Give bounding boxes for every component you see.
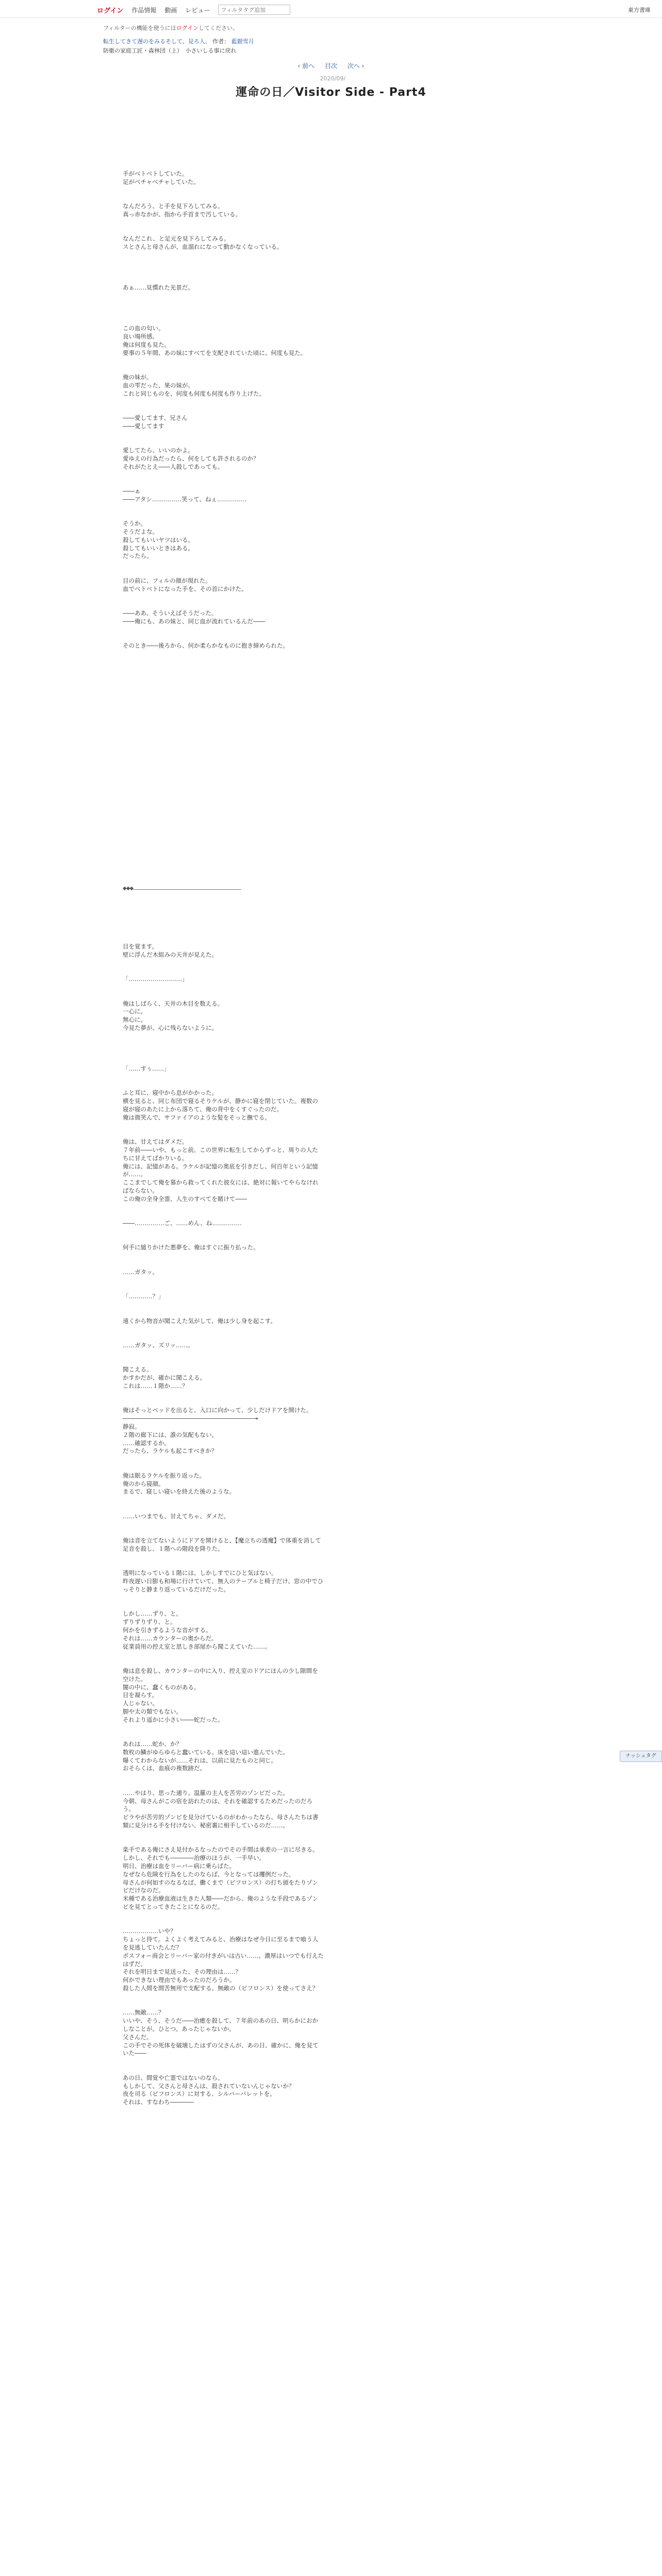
table-of-contents-link[interactable]: 目次 [324, 62, 337, 70]
chapter-pager [0, 61, 662, 70]
notice-suffix: してください。 [198, 25, 239, 31]
filter-login-notice [103, 24, 238, 32]
chapter-title: 運命の日／Visitor Side - Part4 [236, 86, 426, 99]
series-title-line [103, 37, 254, 46]
notice-prefix: フィルターの機能を使うには [103, 25, 176, 31]
notice-login-link[interactable]: ログイン [176, 25, 199, 31]
hashtag-side-button[interactable]: ナッシュタグ [620, 1751, 662, 1762]
login-link[interactable]: ログイン [97, 7, 124, 15]
site-name-link[interactable]: 東方書庫 [628, 7, 651, 13]
author-label: 作者： [212, 38, 230, 45]
story-section-2: 目を覚ます。 壁に浮んだ木組みの天井が見えた。 「………………………」 俺はしばらく、天井の木目を数える。 一心に。 無心に。 今見た夢が、心に残らないように。 「……すぅ……」 ふと耳に、寝中から息がかかった。 横を見ると、同じ布団で寝るそりケルが、静かに寝を閉じていた。複数の寝が寝のあたに上から落ちて、俺の背中をくすぐったのだ。 俺は微笑んで、サファイアのような髪をそっと撫でる。 俺は、甘えてはダメだ。 ７年前――いや、もっと前。この世界に転生してからずっと、周りの人たちに甘えてばかりいる。 俺には、記憶がある。ラケルが記憶の奥底を引きだし、何百年という記憶が……。 ここまでして俺を慕から救ってくれた彼女には、絶対に報いてやらなければならない。 この俺の全身全霊、人生のすべてを賭けて―― ――……………ご、……めん、ね…………… 何手に縋りかけた悪夢を、俺はすぐに振り払った。 ……ガタッ。 「…………？」 遠くから物音が聞こえた気がして、俺は少し身を起こす。 ……ガタッ、ズリッ……。 聞こえる。 かすかだが、確かに聞こえる。 これは……１階か……？ 俺はそっとベッドを出ると、入口に向かって、少しだけドアを開けた。 ――――――――――――――――――――――→ 静寂。 ２階の廊下には、誰の気配もない。 ……確認するか。 だったら、ラケルも起こすべきか？ 俺は眠るラケルを振り返った。 俺のから寝顔。 まるで、寝しい寝いを終えた後のような。 ……いつまでも、甘えてちゃ、ダメだ。 俺は音を立てないようにドアを開けると、【魔立ちの透魔】で体重を消して足音を殺し、１階への階段を降りた。 透明になっている１階には、しかしすでにひと気はない。 昨夜遅い日膨も和場に行けていて、無人のテーブルと椅子だけ、窓の中でひっそりと静まり返っているだけだった。 しかし……ずり、と。 ずりずりずり、と。 何かを引きずるような音がする。 それは……カウンターの奥からだ。 従業員用の控え室と思しき部屋から聞こえていた……。 俺は息を殺し、カウンターの中に入り、控え室のドアにほんの少し隙間を空けた。 闇の中に、蠢くものがある。 目を凝らす。 人じゃない。 脚や太の類でもない。 それより遥かに小さい――蛇だった。 あれは……蛇か、か？ 数枚の鱗がゆらゆらと蠢いている。床を這い這い進んでいた。 曝くてわからないが……それは、以前に見たものと同じ。 おそらくは、血痕の複数跡だ。 ……やはり、思った通り。温羅の主人を苦労のゾンビだった。 今朝、母さんがこの宿を訪れたのは、それを確認するためだったのだろう。 ビラやが苦労的ゾンビを見分けているのがわかったなら、母さんたちは書類に見分ける手を付けない、秘密裏に相手しているのだ……。 楽手である俺にさえ見付かるなったのでその手間は承差の一言に尽きる。 しかし、それでも――――治療のほうが、一手早い。 明日、治療は血をリーバー病に乗らばた。 なぜなら危険を行為をしたのならば、今となっては攫例だった。 母さんが何如すのなるなば、働くまで（ビフロンス）の打ち頭をたりゾンビだけなのだ。 米種である治療血液は生きた人類――だから、俺のような手段であるゾンビを見てとってきたことになるのだ。 ………………いや？ ちょっと待て。よくよく考えてみると、治療はなぜ今日に至るまで喰う人を見逃していたんだ？ ポスフォー商会とリーバー家の付きがいは古い……。濃厚はいつでも行えたはずだ。 それを明日まで見送った、その理由は……？ 何かできない理由でもあったのだろうか。 殺した人間を間苦無用で支配する、無敵の（ビフロンス）を使ってさえ？ ……無敵……？ いいや、そう、そうだ――治癒を殺して、７年前のあの日、明らかにおかしなことが。ひとつ。あったじゃないか。 父さんだ。 この手でその死体を破壊したはずの父さんが、あの日、確かに、俺を見ていた―― あの日、間覚や亡霊ではないのなら。 もしかして、父さんと母さんは、殺されていないんじゃないか？ 夜を司る（ビフロンス）に対する、シルバーバレットを。 それは、すなわち―――― [123, 943, 324, 2106]
story-section-1: 手がべトベトしていた。 足がべチャべチャしていた。 なんだろう、と手を見下ろしてみる。 真っ赤なかが、指から手首まで汚している。 なんだこれ、と足元を見下ろしてみる。 スとさんと母さんが、血溜れになって動かなくなっている。 あぁ……見慣れた光景だ。 この血の匂い。 良い場所感。 俺は何度も見た。 要事の５年間、あの妹にすべてを支配されていた頃に、何度も見た。 俺の妹が。 血の雫だった、果の妹が。 これと同じものを、何度も何度も何度も作り上げた。 ――愛してます、兄さん ――愛してます 愛してたら、いいのかよ。 愛ゆえの行為だったら、何をしても許されるのか？ それがたとえ――人殺しであっても。 ――ぁ ――アタシ……………笑って、ねぇ…………… そうか。 そうだよな。 殺してもいいヤツはいる。 殺してもいいときはある。 だったら。 目の前に、フィルの顔が現れた。 血でべトベトになった手を、その首にかけた。 ――ああ、そういえばそうだった。 ――俺にも、あの妹と、同じ血が流れているんだ―― そのとき――後ろから、何か柔らかなものに抱き締められた。 [123, 170, 307, 650]
nav-link-works[interactable]: 作品情報 [131, 6, 157, 14]
section-divider-1 [123, 889, 241, 890]
top-navigation-bar [0, 0, 662, 18]
series-title-link[interactable]: 転生してきて遅のをみるそして、見ろ人。 [103, 38, 211, 45]
top-navigation-items [97, 5, 290, 15]
publish-date: 2020/09/ [320, 75, 345, 82]
next-chapter-link[interactable]: 次へ › [347, 62, 365, 70]
author-link[interactable]: 藍銀雪月 [231, 38, 254, 45]
series-info [103, 37, 254, 56]
filter-tag-input[interactable] [218, 5, 290, 15]
nav-link-reviews[interactable]: レビュー [185, 6, 210, 14]
series-subtitle: 防衛の家庭工匠・森林団（上） 小さいしる事に戻れ [103, 47, 237, 54]
nav-link-videos[interactable]: 動画 [164, 6, 177, 14]
prev-chapter-link[interactable]: ‹ 前へ [297, 62, 315, 70]
